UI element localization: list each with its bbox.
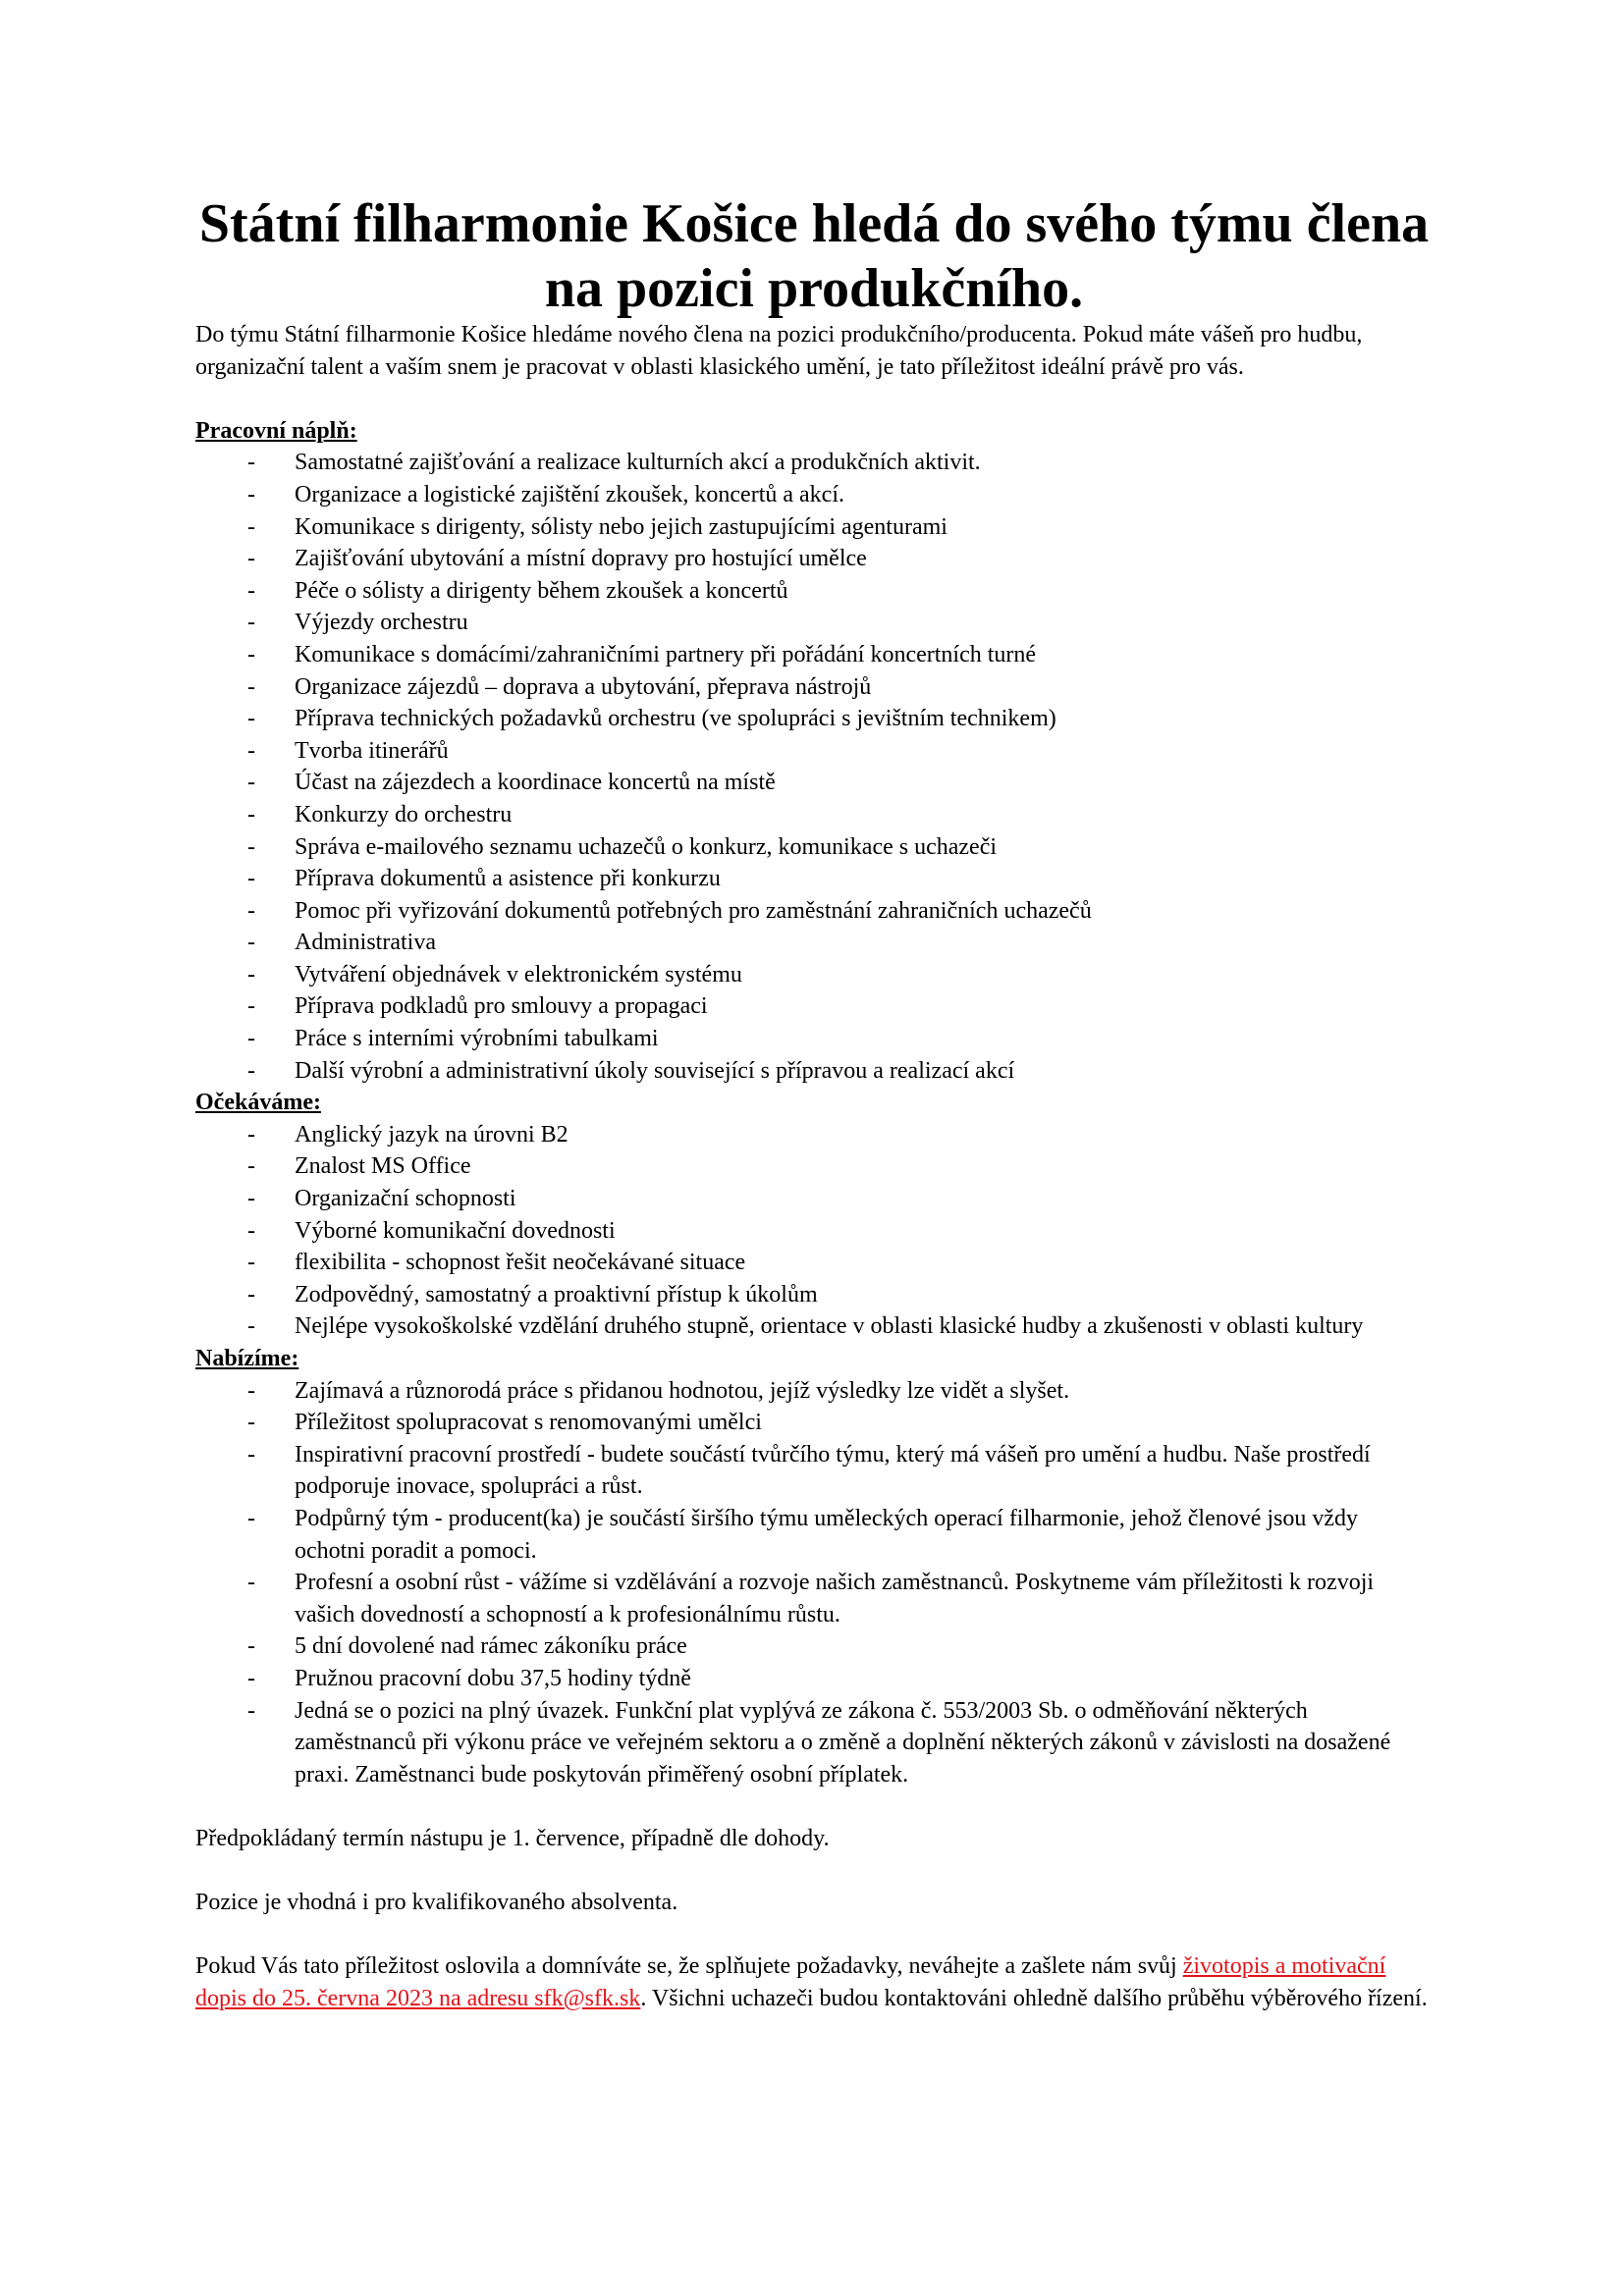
graduate-note: Pozice je vhodná i pro kvalifikovaného absolventa. [195, 1890, 678, 1916]
list-item-text: Podpůrný tým - producent(ka) je součástí širšího týmu uměleckých operací filharmonie, jehož členové jsou vždy ochotni poradit a pomoci. [295, 1505, 1359, 1564]
bullet-dash: - [247, 481, 255, 507]
section-heading: Očekáváme: [195, 1090, 321, 1116]
bullet-dash: - [247, 673, 255, 700]
bullet-dash: - [247, 706, 255, 732]
list-item-text: Organizace zájezdů – doprava a ubytování, přeprava nástrojů [295, 673, 872, 700]
closing-text-after: . Všichni uchazeči budou kontaktováni ohledně dalšího průběhu výběrového řízení. [640, 1985, 1428, 2011]
list-item-text: Další výrobní a administrativní úkoly související s přípravou a realizací akcí [295, 1057, 1015, 1084]
section-requirements [195, 1087, 1433, 1343]
list-item [195, 863, 1433, 895]
bullet-dash: - [247, 1057, 255, 1084]
list-item [195, 1279, 1433, 1311]
list-item [195, 1695, 1433, 1791]
list-item-text: Příprava technických požadavků orchestru (ve spolupráci s jevištním technikem) [295, 706, 1056, 732]
bullet-dash: - [247, 770, 255, 796]
list-item [195, 1375, 1433, 1408]
list-item-text: flexibilita - schopnost řešit neočekávané situace [295, 1250, 746, 1276]
bullet-dash: - [247, 1665, 255, 1691]
list-item [195, 927, 1433, 959]
bullet-dash: - [247, 577, 255, 604]
list-item [195, 1183, 1433, 1215]
bullet-dash: - [247, 610, 255, 636]
bullet-dash: - [247, 1250, 255, 1276]
bullet-dash: - [247, 1121, 255, 1148]
list-item-text: Příprava podkladů pro smlouvy a propagaci [295, 993, 708, 1020]
list-item [195, 895, 1433, 928]
section-offer [195, 1343, 1433, 1790]
list-item-text: Jedná se o pozici na plný úvazek. Funkční plat vyplývá ze zákona č. 553/2003 Sb. o odměňování některých zaměstnanců při výkonu práce ve veřejném sektoru a o změně a doplnění některých zákonů v závislosti na dosažené praxi. Zaměstnanci bude poskytován přiměřený osobní příplatek. [295, 1697, 1391, 1788]
application-email-link[interactable]: životopis a motivační dopis do 25. června 2023 na adresu sfk@sfk.sk [195, 1953, 1386, 2011]
list-item [195, 447, 1433, 479]
document-page [195, 191, 1433, 2014]
list-item [195, 831, 1433, 864]
list-item-text: Zodpovědný, samostatný a proaktivní přístup k úkolům [295, 1281, 818, 1308]
bullet-dash: - [247, 897, 255, 924]
list-item-text: Tvorba itinerářů [295, 737, 449, 764]
bullet-dash: - [247, 833, 255, 860]
bullet-dash: - [247, 801, 255, 828]
bullet-dash: - [247, 450, 255, 476]
list-item [195, 1407, 1433, 1439]
bullet-dash: - [247, 1377, 255, 1404]
start-date-note: Předpokládaný termín nástupu je 1. července, případně dle dohody. [195, 1825, 830, 1851]
section-job-description [195, 415, 1433, 1087]
list-item-text: Pružnou pracovní dobu 37,5 hodiny týdně [295, 1665, 691, 1691]
bullet-list [195, 1119, 1433, 1343]
closing-paragraph [195, 1950, 1433, 2014]
list-item [195, 1503, 1433, 1567]
intro-paragraph: Do týmu Státní filharmonie Košice hledáme nového člena na pozici produkčního/producenta. Pokud máte vášeň pro hudbu, organizační talent a vaším snem je pracovat v oblasti klasického umění, je tato příležitost ideální právě pro vás. [195, 322, 1363, 380]
list-item [195, 735, 1433, 768]
list-item [195, 1119, 1433, 1151]
list-item-text: Profesní a osobní růst - vážíme si vzdělávání a rozvoje našich zaměstnanců. Poskytneme vám příležitosti k rozvoji vašich dovedností a schopností a k profesionálnímu růstu. [295, 1570, 1375, 1628]
bullet-dash: - [247, 737, 255, 764]
list-item [195, 639, 1433, 671]
bullet-dash: - [247, 1026, 255, 1052]
list-item-text: Výjezdy orchestru [295, 610, 468, 636]
list-item [195, 959, 1433, 991]
bullet-dash: - [247, 1570, 255, 1596]
bullet-dash: - [247, 1217, 255, 1244]
list-item [195, 990, 1433, 1023]
list-item-text: Správa e-mailového seznamu uchazečů o konkurz, komunikace s uchazeči [295, 833, 998, 860]
list-item-text: Péče o sólisty a dirigenty během zkoušek a koncertů [295, 577, 788, 604]
section-heading: Pracovní náplň: [195, 417, 357, 444]
list-item [195, 1310, 1433, 1343]
bullet-dash: - [247, 1281, 255, 1308]
bullet-list [195, 1375, 1433, 1791]
list-item-text: Účast na zájezdech a koordinace koncertů na místě [295, 770, 776, 796]
list-item-text: Výborné komunikační dovednosti [295, 1217, 616, 1244]
list-item-text: Komunikace s dirigenty, sólisty nebo jejich zastupujícími agenturami [295, 513, 947, 540]
list-item [195, 671, 1433, 704]
list-item-text: Znalost MS Office [295, 1153, 471, 1180]
list-item-text: Organizační schopnosti [295, 1186, 516, 1212]
bullet-dash: - [247, 1153, 255, 1180]
list-item [195, 511, 1433, 544]
list-item-text: Vytváření objednávek v elektronickém systému [295, 961, 742, 988]
list-item-text: Komunikace s domácími/zahraničními partnery při pořádání koncertních turné [295, 641, 1037, 667]
bullet-dash: - [247, 961, 255, 988]
list-item [195, 1439, 1433, 1503]
list-item [195, 1215, 1433, 1248]
list-item [195, 1630, 1433, 1663]
bullet-dash: - [247, 513, 255, 540]
list-item [195, 1567, 1433, 1630]
list-item [195, 1663, 1433, 1695]
list-item-text: Inspirativní pracovní prostředí - budete součástí tvůrčího týmu, který má vášeň pro umění a hudbu. Naše prostředí podporuje inovace, spolupráci a růst. [295, 1441, 1371, 1500]
bullet-list [195, 447, 1433, 1087]
list-item-text: Organizace a logistické zajištění zkoušek, koncertů a akcí. [295, 481, 844, 507]
list-item [195, 575, 1433, 608]
spacer [195, 1919, 1433, 1951]
list-item [195, 607, 1433, 639]
list-item-text: Anglický jazyk na úrovni B2 [295, 1121, 568, 1148]
list-item-text: Zajišťování ubytování a místní dopravy pro hostující umělce [295, 546, 867, 572]
bullet-dash: - [247, 546, 255, 572]
list-item [195, 799, 1433, 831]
list-item [195, 1247, 1433, 1279]
list-item-text: Administrativa [295, 930, 436, 956]
list-item [195, 479, 1433, 511]
section-heading: Nabízíme: [195, 1346, 299, 1371]
bullet-dash: - [247, 1505, 255, 1531]
list-item-text: Pomoc při vyřizování dokumentů potřebných pro zaměstnání zahraničních uchazečů [295, 897, 1092, 924]
bullet-dash: - [247, 930, 255, 956]
bullet-dash: - [247, 993, 255, 1020]
spacer [195, 1790, 1433, 1823]
list-item [195, 1150, 1433, 1183]
list-item-text: Konkurzy do orchestru [295, 801, 513, 828]
list-item [195, 767, 1433, 799]
document-title: Státní filharmonie Košice hledá do svého týmu člena na pozici produkčního. [198, 193, 1430, 319]
bullet-dash: - [247, 1633, 255, 1660]
bullet-dash: - [247, 866, 255, 892]
bullet-dash: - [247, 1313, 255, 1340]
list-item-text: Zajímavá a různorodá práce s přidanou hodnotou, jejíž výsledky lze vidět a slyšet. [295, 1377, 1070, 1404]
list-item [195, 1055, 1433, 1088]
list-item-text: Příležitost spolupracovat s renomovanými umělci [295, 1410, 762, 1436]
closing-text-before: Pokud Vás tato příležitost oslovila a domníváte se, že splňujete požadavky, neváhejte a zašlete nám svůj [195, 1953, 1183, 1980]
list-item-text: Nejlépe vysokoškolské vzdělání druhého stupně, orientace v oblasti klasické hudby a zkušenosti v oblasti kultury [295, 1313, 1364, 1340]
list-item-text: Samostatné zajišťování a realizace kulturních akcí a produkčních aktivit. [295, 450, 981, 476]
bullet-dash: - [247, 1186, 255, 1212]
list-item [195, 703, 1433, 735]
bullet-dash: - [247, 1410, 255, 1436]
list-item-text: 5 dní dovolené nad rámec zákoníku práce [295, 1633, 687, 1660]
bullet-dash: - [247, 641, 255, 667]
spacer [195, 1855, 1433, 1888]
list-item-text: Práce s interními výrobními tabulkami [295, 1026, 659, 1052]
list-item [195, 543, 1433, 575]
bullet-dash: - [247, 1697, 255, 1724]
list-item-text: Příprava dokumentů a asistence při konkurzu [295, 866, 721, 892]
list-item [195, 1023, 1433, 1055]
bullet-dash: - [247, 1441, 255, 1468]
